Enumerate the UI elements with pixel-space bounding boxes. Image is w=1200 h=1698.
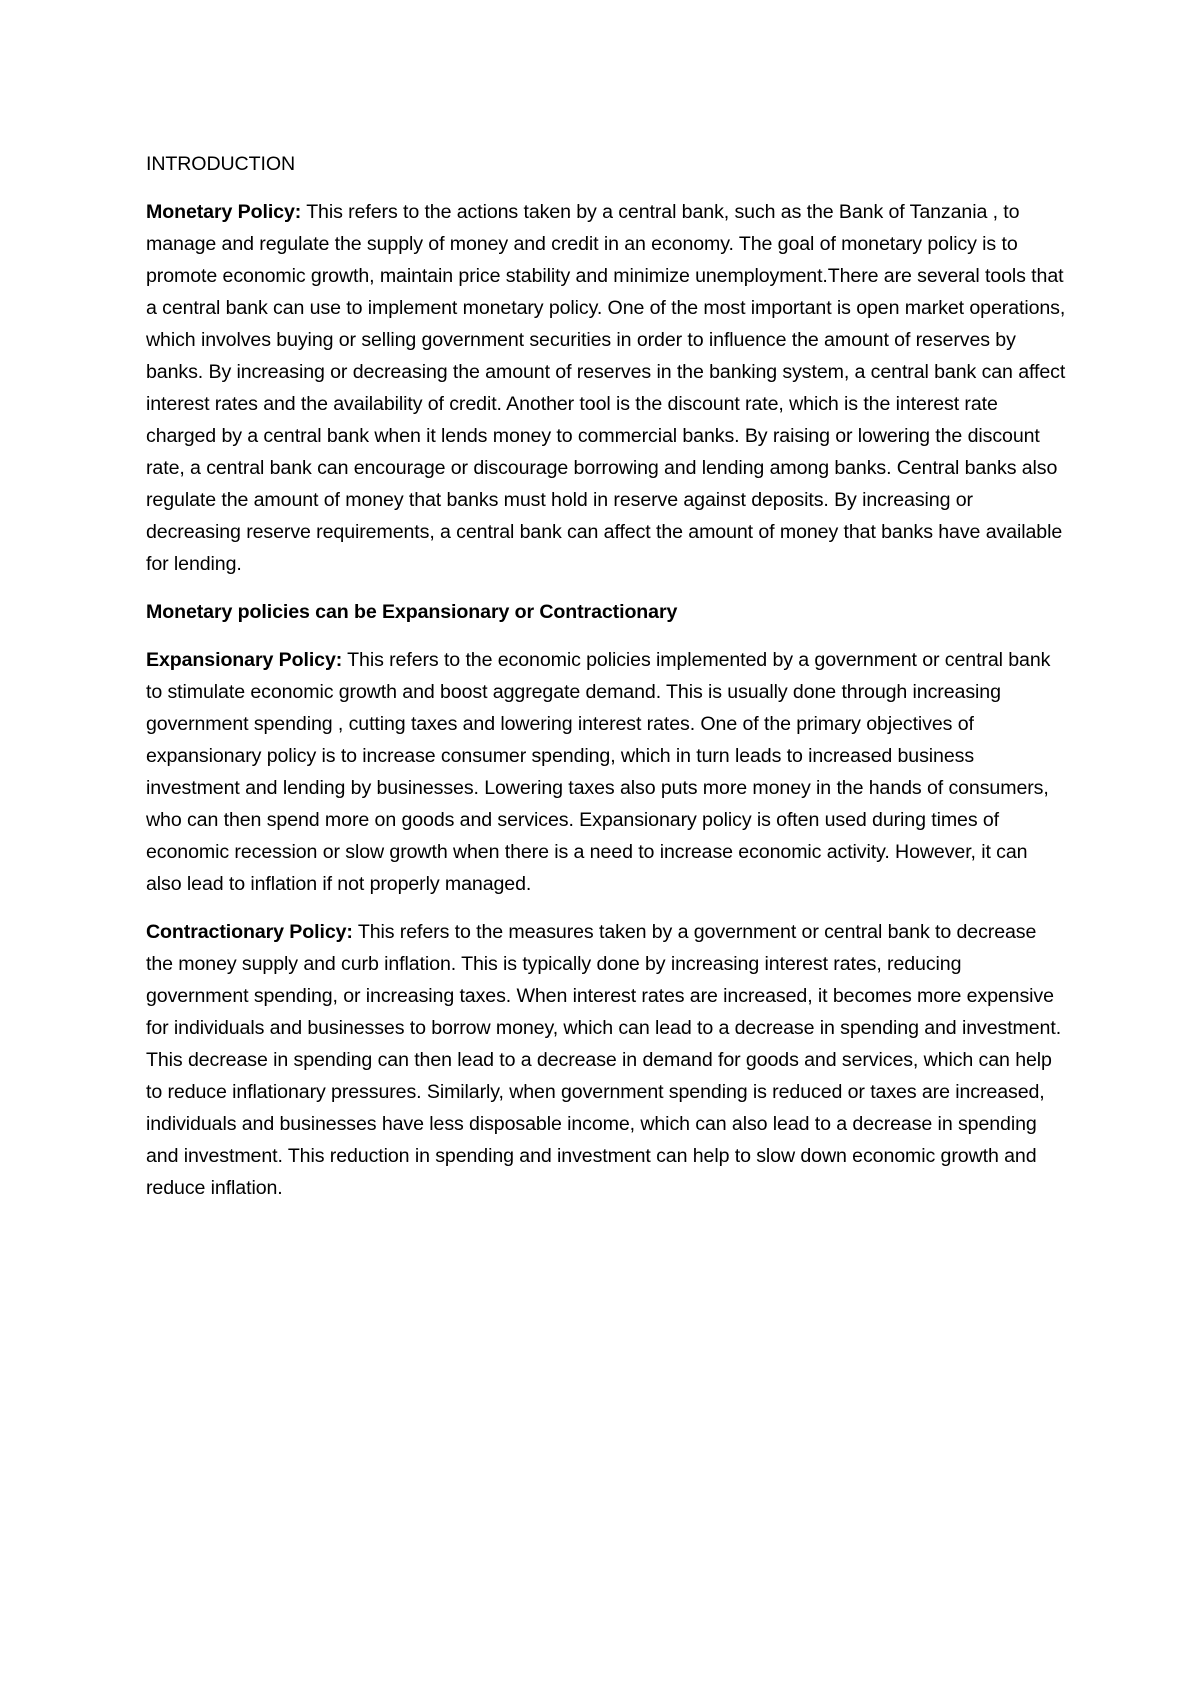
contractionary-policy-paragraph [146,916,1066,1204]
contractionary-policy-text: This refers to the measures taken by a government or central bank to decrease the money supply and curb inflation. This is typically done by increasing interest rates, reducing government spending, or increasing taxes. When interest rates are increased, it becomes more expensive for individuals and businesses to borrow money, which can lead to a decrease in spending and investment. This decrease in spending can then lead to a decrease in demand for goods and services, which can help to reduce inflationary pressures. Similarly, when government spending is reduced or taxes are increased, individuals and businesses have less disposable income, which can also lead to a decrease in spending and investment. This reduction in spending and investment can help to slow down economic growth and reduce inflation. [146,921,1062,1199]
expansionary-policy-paragraph [146,644,1066,900]
document-body [146,148,1066,1220]
monetary-policy-term: Monetary Policy: [146,201,302,223]
expansionary-policy-term: Expansionary Policy: [146,649,343,671]
contractionary-policy-term: Contractionary Policy: [146,921,353,943]
policy-types-heading: Monetary policies can be Expansionary or Contractionary [146,601,678,623]
expansionary-policy-text: This refers to the economic policies implemented by a government or central bank to stimulate economic growth and boost aggregate demand. This is usually done through increasing government spending , cutting taxes and lowering interest rates. One of the primary objectives of expansionary policy is to increase consumer spending, which in turn leads to increased business investment and lending by businesses. Lowering taxes also puts more money in the hands of consumers, who can then spend more on goods and services. Expansionary policy is often used during times of economic recession or slow growth when there is a need to increase economic activity. However, it can also lead to inflation if not properly managed. [146,649,1051,895]
section-title: INTRODUCTION [146,153,296,175]
monetary-policy-text: This refers to the actions taken by a central bank, such as the Bank of Tanzania , to manage and regulate the supply of money and credit in an economy. The goal of monetary policy is to promote economic growth, maintain price stability and minimize unemployment.There are several tools that a central bank can use to implement monetary policy. One of the most important is open market operations, which involves buying or selling government securities in order to influence the amount of reserves by banks. By increasing or decreasing the amount of reserves in the banking system, a central bank can affect interest rates and the availability of credit. Another tool is the discount rate, which is the interest rate charged by a central bank when it lends money to commercial banks. By raising or lowering the discount rate, a central bank can encourage or discourage borrowing and lending among banks. Central banks also regulate the amount of money that banks must hold in reserve against deposits. By increasing or decreasing reserve requirements, a central bank can affect the amount of money that banks have available for lending. [146,201,1066,575]
monetary-policy-paragraph [146,196,1066,580]
